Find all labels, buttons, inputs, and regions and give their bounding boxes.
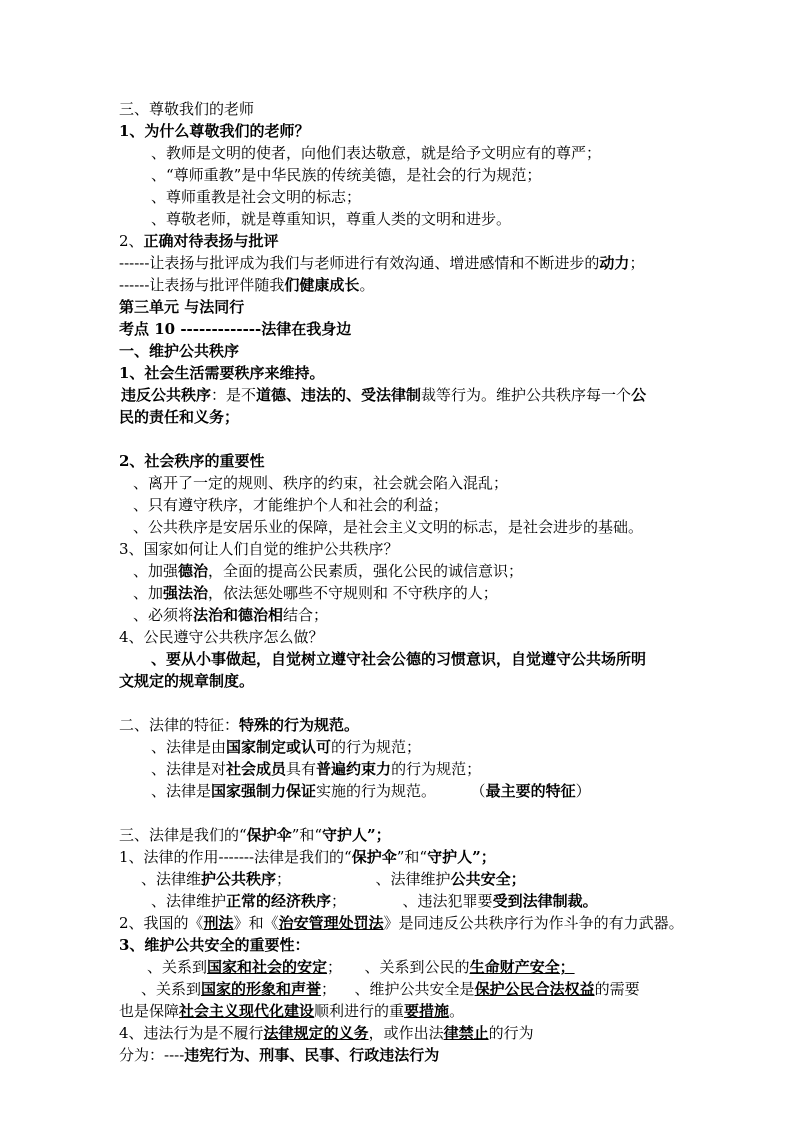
text-line: 也是保障社会主义现代化建设顺利进行的重要措施。 <box>119 1002 465 1020</box>
section-heading: 一、维护公共秩序 <box>119 342 240 360</box>
text-line: 、法律是国家强制力保证实施的行为规范。 （最主要的特征） <box>151 782 591 800</box>
text-line: 、法律维护正常的经济秩序； 、违法犯罪要受到法律制裁。 <box>151 892 598 910</box>
subheading: 1、社会生活需要秩序来维持。 <box>119 364 325 382</box>
section-heading: 三、法律是我们的“保护伞”和“守护人”； <box>119 826 391 844</box>
text-line: 、离开了一定的规则、秩序的约束，社会就会陷入混乱； <box>133 474 509 492</box>
text-line: 违反公共秩序：是不道德、违法的、受法律制裁等行为。维护公共秩序每一个公 <box>121 386 647 404</box>
text-line: 、加强法治，依法惩处哪些不守规则和 不守秩序的人； <box>133 584 498 602</box>
text-line: 4、公民遵守公共秩序怎么做？ <box>119 628 324 646</box>
text-line: 、法律是对社会成员具有普遍约束力的行为规范； <box>151 760 482 778</box>
text-line: 4、违法行为是不履行法律规定的义务，或作出法律禁止的行为 <box>119 1024 534 1042</box>
text-line: 、教师是文明的使者，向他们表达敬意，就是给予文明应有的尊严； <box>151 144 602 162</box>
topic-title: 考点 10 -------------法律在我身边 <box>119 320 352 338</box>
text-line: 、公共秩序是安居乐业的保障，是社会主义文明的标志，是社会进步的基础。 <box>133 518 644 536</box>
text-line: ------让表扬与批评伴随我们健康成长。 <box>119 276 375 294</box>
text-line: 1、法律的作用-------法律是我们的“保护伞”和“守护人”； <box>119 848 496 866</box>
text-line: 、要从小事做起，自觉树立遵守社会公德的习惯意识，自觉遵守公共场所明 <box>151 650 647 668</box>
subheading: 2、社会秩序的重要性 <box>119 452 265 470</box>
unit-title: 第三单元 与法同行 <box>119 298 245 316</box>
section-heading: 二、法律的特征：特殊的行为规范。 <box>119 716 360 734</box>
text-line: 、关系到国家的形象和声誉； 、维护公共安全是保护公民合法权益的需要 <box>141 980 640 998</box>
subheading: 3、维护公共安全的重要性： <box>119 936 310 954</box>
question-why-respect: 1、为什么尊敬我们的老师？ <box>119 122 310 140</box>
text-line: 2、我国的《刑法》和《治安管理处罚法》是同违反公共秩序行为作斗争的有力武器。 <box>119 914 684 932</box>
text-line: ------让表扬与批评成为我们与老师进行有效沟通、增进感情和不断进步的动力； <box>119 254 645 272</box>
text-line: 、法律维护公共秩序； 、法律维护公共安全； <box>141 870 526 888</box>
text-line: 、关系到国家和社会的安定； 、关系到公民的生命财产安全； <box>147 958 575 976</box>
text-line: 、尊敬老师，就是尊重知识，尊重人类的文明和进步。 <box>151 210 512 228</box>
heading-praise-criticism: 2、正确对待表扬与批评 <box>119 232 279 250</box>
text-line: 、“尊师重教”是中华民族的传统美德，是社会的行为规范； <box>151 166 542 184</box>
text-line: 、只有遵守秩序，才能维护个人和社会的利益； <box>133 496 449 514</box>
heading-respect-teachers: 三、尊敬我们的老师 <box>119 100 255 118</box>
text-line: 民的责任和义务； <box>119 408 240 426</box>
text-line: 3、国家如何让人们自觉的维护公共秩序？ <box>119 540 399 558</box>
text-line: 文规定的规章制度。 <box>119 672 255 690</box>
text-line: 、必须将法治和德治相结合； <box>133 606 329 624</box>
text-line: 、法律是由国家制定或认可的行为规范； <box>151 738 422 756</box>
text-line: 分为：----违宪行为、刑事、民事、行政违法行为 <box>119 1046 440 1064</box>
text-line: 、尊师重教是社会文明的标志； <box>151 188 362 206</box>
text-line: 、加强德治，全面的提高公民素质，强化公民的诚信意识； <box>133 562 524 580</box>
